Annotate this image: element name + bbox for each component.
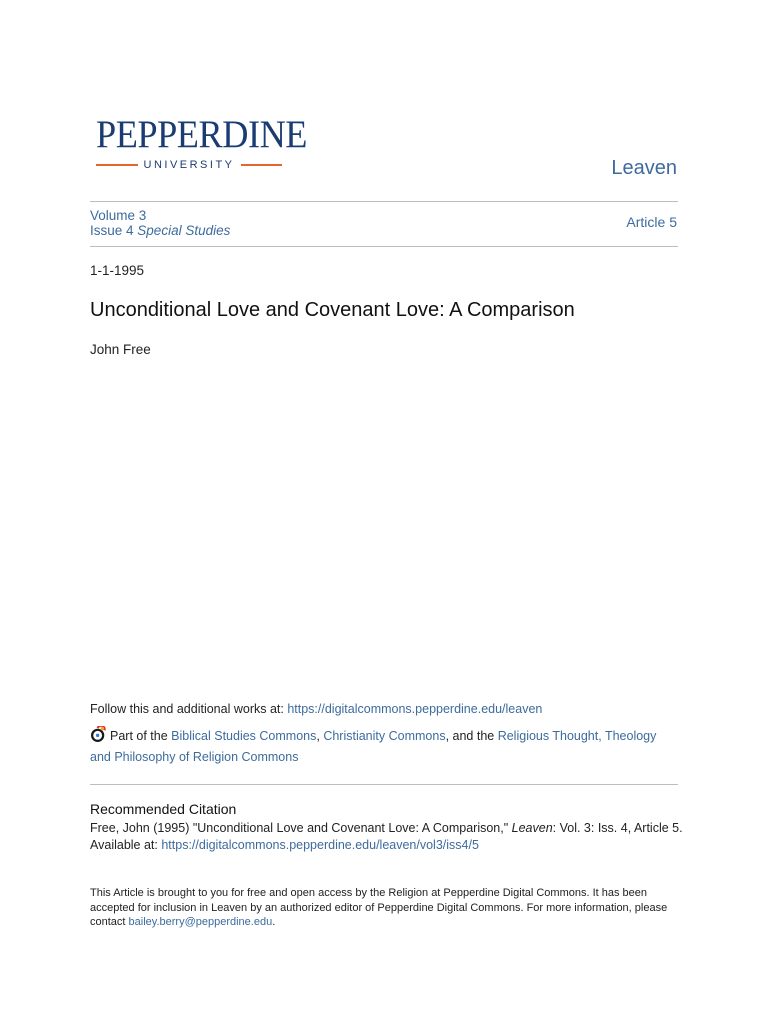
citation-part1: Free, John (1995) "Unconditional Love and Covenant Love: A Comparison," xyxy=(90,821,512,835)
citation-part2: : Vol. 3: Iss. 4, Article 5. xyxy=(552,821,683,835)
follow-line xyxy=(90,702,542,716)
biblical-studies-commons-link[interactable]: Biblical Studies Commons xyxy=(171,729,317,743)
logo-right-rule xyxy=(241,164,283,166)
issue-link[interactable] xyxy=(90,223,230,238)
author-name: John Free xyxy=(90,342,151,357)
journal-link[interactable]: Leaven xyxy=(611,157,677,179)
logo-wordmark: PEPPERDINE xyxy=(96,113,307,156)
publication-date: 1-1-1995 xyxy=(90,263,145,278)
logo-subline xyxy=(96,159,282,171)
header-divider-bottom xyxy=(90,246,678,247)
partof-prefix: Part of the xyxy=(110,729,172,743)
logo-university: UNIVERSITY xyxy=(143,159,235,171)
citation-heading: Recommended Citation xyxy=(90,801,237,817)
religious-thought-commons-link[interactable]: Religious Thought, Theology and Philosophy of Religion Commons xyxy=(90,729,657,764)
citation-url-link[interactable]: https://digitalcommons.pepperdine.edu/leaven/vol3/iss4/5 xyxy=(161,838,479,852)
citation-available: Available at: xyxy=(90,838,162,852)
part-of-commons xyxy=(90,726,678,768)
volume-link[interactable]: Volume 3 xyxy=(90,208,147,223)
contact-email-link[interactable]: bailey.berry@pepperdine.edu xyxy=(128,916,273,928)
christianity-commons-link[interactable]: Christianity Commons xyxy=(323,729,446,743)
article-title: Unconditional Love and Covenant Love: A Comparison xyxy=(90,299,575,321)
access-notice-end: . xyxy=(272,916,276,928)
logo-left-rule xyxy=(96,164,138,166)
open-access-icon xyxy=(90,726,107,743)
partof-sep2: , and the xyxy=(445,729,498,743)
follow-url-link[interactable]: https://digitalcommons.pepperdine.edu/leaven xyxy=(287,702,543,716)
access-notice xyxy=(90,886,670,930)
volume-issue xyxy=(90,208,230,238)
access-notice-text: This Article is brought to you for free and open access by the Religion at Pepperdine Digital Commons. It has been accepted for inclusion in Leaven by an authorized editor of Pepperdine Digital Commons. For more information, please contact xyxy=(90,887,668,928)
header-divider-top xyxy=(90,201,678,202)
citation-journal: Leaven xyxy=(511,821,553,835)
issue-title: Special Studies xyxy=(137,223,231,238)
article-link[interactable]: Article 5 xyxy=(626,214,677,230)
partof-sep1: , xyxy=(316,729,324,743)
pepperdine-logo xyxy=(96,113,307,171)
citation-text xyxy=(90,820,690,854)
follow-text: Follow this and additional works at: xyxy=(90,702,288,716)
citation-divider xyxy=(90,784,678,785)
issue-prefix: Issue 4 xyxy=(90,223,134,238)
